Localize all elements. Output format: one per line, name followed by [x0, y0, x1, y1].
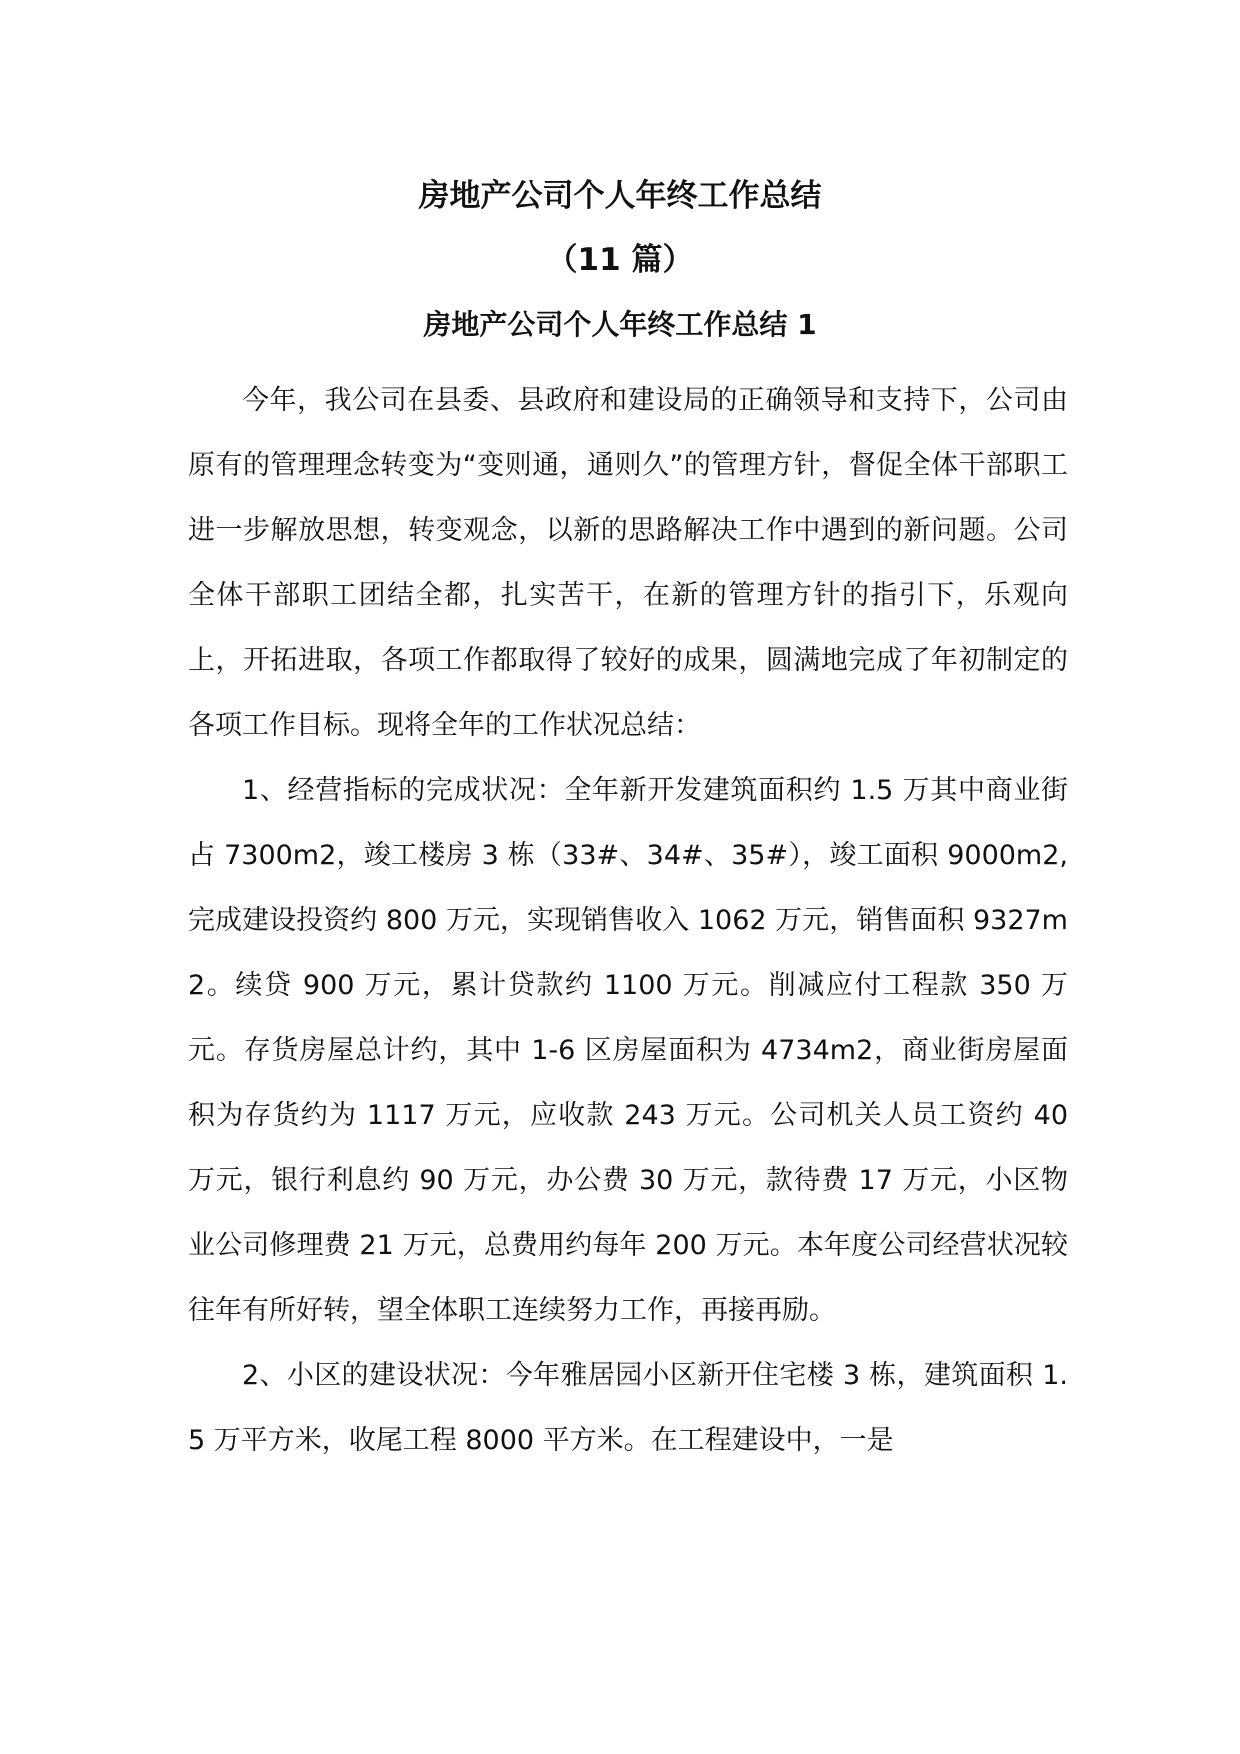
document-body — [188, 368, 1068, 1473]
document-count: （11 篇） — [546, 242, 694, 278]
paragraph-intro: 今年，我公司在县委、县政府和建设局的正确领导和支持下，公司由原有的管理理念转变为“变则通，通则久”的管理方针，督促全体干部职工进一步解放思想，转变观念，以新的思路解决工作中遇到的新问题。公司全体干部职工团结全都，扎实苦干，在新的管理方针的指引下，乐观向上，开拓进取，各项工作都取得了较好的成果，圆满地完成了年初制定的各项工作目标。现将全年的工作状况总结： — [188, 385, 1068, 741]
document-title: 房地产公司个人年终工作总结 — [418, 178, 822, 214]
paragraph-business-indicators: 1、经营指标的完成状况：全年新开发建筑面积约 1.5 万其中商业街占 7300m2，竣工楼房 3 栋（33#、34#、35#），竣工面积 9000m2,完成建设投资约 800 万元，实现销售收入 1062 万元，销售面积 9327m2。续贷 900 万元，累计贷款约 1100 万元。削减应付工程款 350 万元。存货房屋总计约，其中 1-6 区房屋面积为 4734m2，商业街房屋面积为存货约为 1117 万元，应收款 243 万元。公司机关人员工资约 40 万元，银行利息约 90 万元，办公费 30 万元，款待费 17 万元，小区物业公司修理费 21 万元，总费用约每年 200 万元。本年度公司经营状况较往年有所好转，望全体职工连续努力工作，再接再励。 — [188, 775, 1068, 1326]
section-title: 房地产公司个人年终工作总结 1 — [423, 308, 817, 341]
paragraph-construction-status: 2、小区的建设状况：今年雅居园小区新开住宅楼 3 栋，建筑面积 1.5 万平方米，收尾工程 8000 平方米。在工程建设中，一是 — [188, 1360, 1068, 1456]
